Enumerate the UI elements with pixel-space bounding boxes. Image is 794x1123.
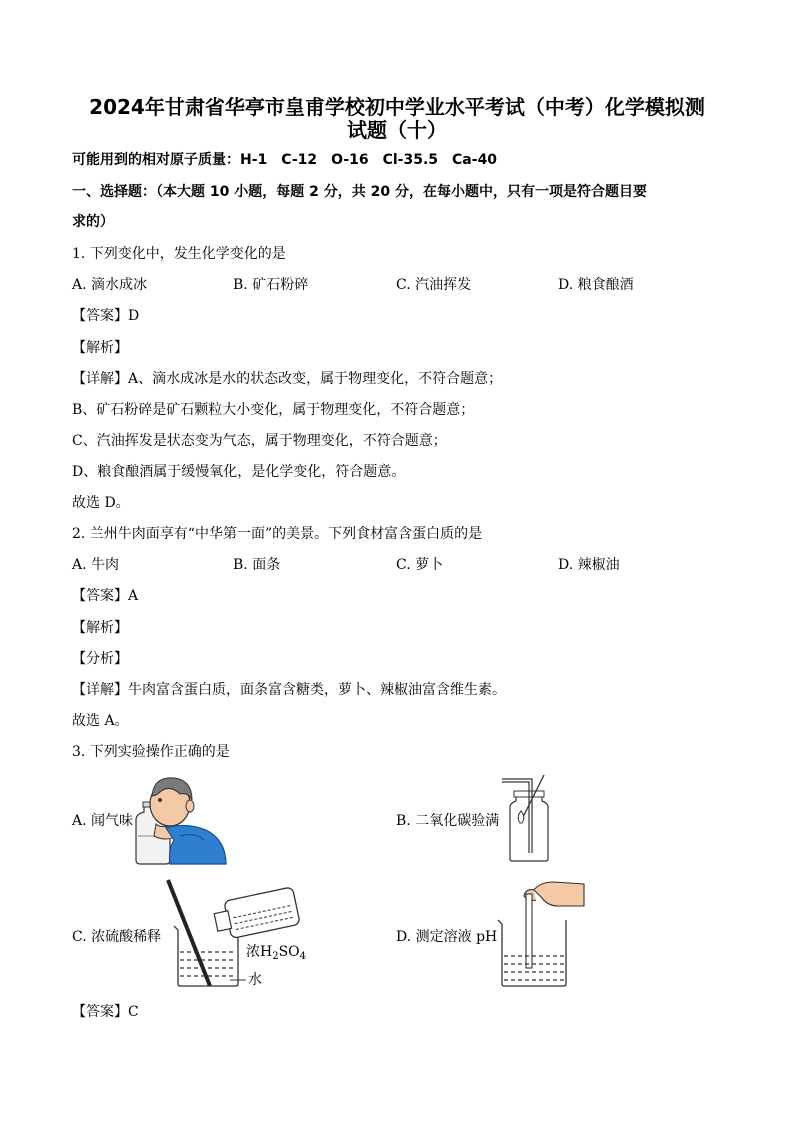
acid-label — [246, 942, 306, 967]
q1-option-a: A. 滴水成冰 — [72, 277, 148, 293]
q3-answer: 【答案】C — [72, 1004, 139, 1020]
q1-detail-a: 【详解】A、滴水成冰是水的状态改变，属于物理变化，不符合题意； — [72, 371, 503, 387]
q2-detail: 【详解】牛肉富含蛋白质，面条富含糖类，萝卜、辣椒油富含维生素。 — [72, 682, 506, 698]
q1-option-b: B. 矿石粉碎 — [233, 277, 309, 293]
section1-line-2: 求的） — [72, 214, 114, 230]
smelling-illustration — [130, 770, 230, 866]
acid-label-sub-4: 4 — [299, 951, 307, 962]
title-line-2: 试题（十） — [347, 118, 447, 142]
q2-option-c: C. 萝卜 — [396, 557, 444, 573]
acid-dilution-illustration — [160, 878, 310, 990]
atomic-mass: 可能用到的相对原子质量：H-1 C-12 O-16 Cl-35.5 Ca-40 — [72, 152, 498, 168]
q3-option-a: A. 闻气味 — [72, 813, 134, 829]
ph-test-illustration — [494, 876, 590, 990]
q2-conclusion: 故选 A。 — [72, 713, 129, 729]
section1-line-1: 一、选择题：（本大题 10 小题，每题 2 分，共 20 分，在每小题中，只有一项是符合题目要 — [72, 184, 647, 200]
q3-option-d: D. 测定溶液 pH — [396, 929, 498, 945]
q2-option-d: D. 辣椒油 — [558, 557, 620, 573]
q1-analysis: 【解析】 — [72, 340, 128, 356]
q3-option-c: C. 浓硫酸稀释 — [72, 929, 162, 945]
acid-label-so: SO — [278, 944, 300, 960]
q1-option-d: D. 粮食酿酒 — [558, 277, 634, 293]
q1-conclusion: 故选 D。 — [72, 495, 130, 511]
q2-fenxi: 【分析】 — [72, 651, 128, 667]
q1-detail-c: C、汽油挥发是状态变为气态，属于物理变化，不符合题意； — [72, 433, 447, 449]
q2-answer: 【答案】A — [72, 588, 139, 604]
q1-answer: 【答案】D — [72, 308, 140, 324]
q2-analysis: 【解析】 — [72, 620, 128, 636]
q3-stem: 3. 下列实验操作正确的是 — [72, 744, 230, 760]
co2-check-illustration — [500, 773, 556, 865]
q2-option-b: B. 面条 — [233, 557, 281, 573]
q2-option-a: A. 牛肉 — [72, 557, 120, 573]
acid-label-sub-2: 2 — [272, 951, 279, 962]
title-line-1: 2024年甘肃省华亭市皇甫学校初中学业水平考试（中考）化学模拟测 — [89, 95, 705, 119]
q2-stem: 2. 兰州牛肉面享有“中华第一面”的美景。下列食材富含蛋白质的是 — [72, 526, 483, 542]
q1-detail-d: D、粮食酿酒属于缓慢氧化，是化学变化，符合题意。 — [72, 464, 406, 480]
q1-detail-b: B、矿石粉碎是矿石颗粒大小变化，属于物理变化，不符合题意； — [72, 402, 475, 418]
q1-stem: 1. 下列变化中，发生化学变化的是 — [72, 246, 286, 262]
q3-option-b: B. 二氧化碳验满 — [396, 813, 500, 829]
water-label: 水 — [248, 972, 262, 988]
q1-option-c: C. 汽油挥发 — [396, 277, 472, 293]
acid-label-main: 浓H — [246, 944, 273, 960]
